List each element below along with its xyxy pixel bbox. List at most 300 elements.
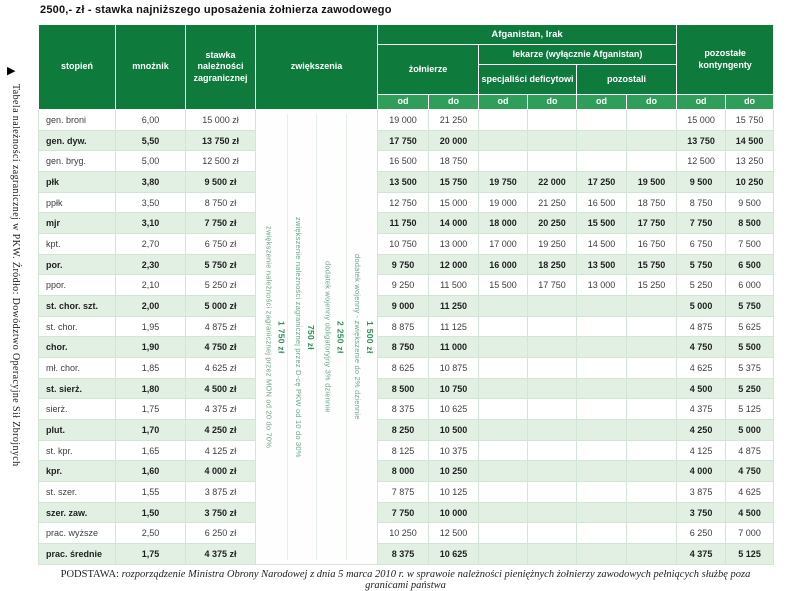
multiplier-cell: 1,70 <box>116 420 186 441</box>
value-cell: 5 125 <box>726 544 774 565</box>
value-cell: 8 125 <box>378 440 429 461</box>
value-cell: 9 500 <box>677 172 726 193</box>
table-row <box>39 254 774 275</box>
value-cell: 11 500 <box>429 275 479 296</box>
group-header-lekarze: lekarze (wyłącznie Afganistan) <box>479 45 677 65</box>
value-cell: 4 875 <box>677 316 726 337</box>
value-cell <box>627 420 677 441</box>
value-cell <box>479 130 528 151</box>
value-cell: 8 875 <box>378 316 429 337</box>
value-cell: 18 000 <box>479 213 528 234</box>
zwiekszenia-item <box>317 114 347 560</box>
value-cell: 10 250 <box>429 461 479 482</box>
value-cell: 4 125 <box>677 440 726 461</box>
value-cell: 14 000 <box>429 213 479 234</box>
col-header-do: do <box>627 95 677 110</box>
rate-cell: 4 875 zł <box>186 316 256 337</box>
value-cell: 9 000 <box>378 296 429 317</box>
value-cell: 8 375 <box>378 544 429 565</box>
rate-cell: 3 875 zł <box>186 482 256 503</box>
group-header-zolnierze: żołnierze <box>378 45 479 95</box>
rank-cell: gen. broni <box>39 110 116 131</box>
table-row <box>39 151 774 172</box>
rank-cell: st. chor. <box>39 316 116 337</box>
value-cell: 13 000 <box>429 234 479 255</box>
table-row <box>39 523 774 544</box>
value-cell <box>479 110 528 131</box>
table-row <box>39 234 774 255</box>
value-cell <box>627 544 677 565</box>
value-cell: 19 500 <box>627 172 677 193</box>
value-cell: 19 750 <box>479 172 528 193</box>
value-cell: 19 000 <box>378 110 429 131</box>
rank-cell: kpt. <box>39 234 116 255</box>
value-cell: 18 750 <box>429 151 479 172</box>
multiplier-cell: 3,80 <box>116 172 186 193</box>
value-cell: 15 250 <box>627 275 677 296</box>
value-cell: 5 500 <box>726 337 774 358</box>
multiplier-cell: 1,80 <box>116 378 186 399</box>
value-cell <box>528 337 577 358</box>
value-cell <box>479 316 528 337</box>
value-cell: 10 250 <box>726 172 774 193</box>
value-cell: 5 750 <box>677 254 726 275</box>
rank-cell: gen. bryg. <box>39 151 116 172</box>
rate-cell: 12 500 zł <box>186 151 256 172</box>
multiplier-cell: 5,00 <box>116 151 186 172</box>
value-cell: 10 250 <box>378 523 429 544</box>
value-cell: 13 500 <box>378 172 429 193</box>
group-header-pozostali: pozostali <box>577 65 677 95</box>
value-cell: 8 000 <box>378 461 429 482</box>
value-cell: 5 250 <box>726 378 774 399</box>
value-cell: 17 750 <box>378 130 429 151</box>
rate-cell: 5 750 zł <box>186 254 256 275</box>
value-cell <box>528 523 577 544</box>
zwiekszenia-amount: 750 zł <box>306 324 316 350</box>
value-cell: 13 750 <box>677 130 726 151</box>
value-cell <box>577 337 627 358</box>
multiplier-cell: 6,00 <box>116 110 186 131</box>
rank-cell: gen. dyw. <box>39 130 116 151</box>
value-cell: 4 625 <box>726 482 774 503</box>
value-cell <box>627 399 677 420</box>
value-cell: 15 750 <box>627 254 677 275</box>
value-cell <box>528 502 577 523</box>
multiplier-cell: 1,50 <box>116 502 186 523</box>
value-cell <box>479 544 528 565</box>
value-cell: 8 500 <box>378 378 429 399</box>
rate-cell: 6 750 zł <box>186 234 256 255</box>
value-cell <box>627 110 677 131</box>
value-cell <box>577 420 627 441</box>
table-row <box>39 296 774 317</box>
value-cell: 7 875 <box>378 482 429 503</box>
value-cell: 20 250 <box>528 213 577 234</box>
table-row <box>39 172 774 193</box>
multiplier-cell: 1,55 <box>116 482 186 503</box>
rank-cell: chor. <box>39 337 116 358</box>
table-row <box>39 502 774 523</box>
zwiekszenia-label: dodatek wojenny obligatoryjny 3% dziennie <box>323 261 333 413</box>
value-cell: 20 000 <box>429 130 479 151</box>
multiplier-cell: 1,65 <box>116 440 186 461</box>
value-cell: 13 250 <box>726 151 774 172</box>
multiplier-cell: 3,10 <box>116 213 186 234</box>
value-cell: 6 750 <box>677 234 726 255</box>
value-cell <box>577 502 627 523</box>
value-cell <box>479 420 528 441</box>
rate-cell: 4 375 zł <box>186 399 256 420</box>
rank-cell: płk <box>39 172 116 193</box>
table-row <box>39 358 774 379</box>
rank-cell: st. kpr. <box>39 440 116 461</box>
value-cell <box>627 523 677 544</box>
value-cell: 12 000 <box>429 254 479 275</box>
value-cell: 12 500 <box>677 151 726 172</box>
value-cell: 14 500 <box>726 130 774 151</box>
value-cell <box>627 378 677 399</box>
rate-cell: 4 500 zł <box>186 378 256 399</box>
value-cell: 15 750 <box>429 172 479 193</box>
zwiekszenia-label: zwiększenie należności zagranicznej przez MON od 20 do 70% <box>264 225 274 449</box>
sidebar-caption: Tabela należności zagranicznej w PKW. Źródło: Dowództwo Operacyjne Sił Zbrojnych <box>10 84 21 467</box>
value-cell: 11 125 <box>429 316 479 337</box>
value-cell: 9 500 <box>726 192 774 213</box>
value-cell: 8 625 <box>378 358 429 379</box>
multiplier-cell: 5,50 <box>116 130 186 151</box>
table-row <box>39 316 774 337</box>
rate-cell: 13 750 zł <box>186 130 256 151</box>
rate-cell: 4 125 zł <box>186 440 256 461</box>
value-cell <box>528 130 577 151</box>
value-cell <box>627 130 677 151</box>
value-cell <box>577 482 627 503</box>
rank-cell: kpr. <box>39 461 116 482</box>
value-cell <box>479 482 528 503</box>
value-cell: 4 500 <box>726 502 774 523</box>
value-cell <box>479 523 528 544</box>
value-cell: 5 750 <box>726 296 774 317</box>
multiplier-cell: 1,60 <box>116 461 186 482</box>
value-cell <box>479 151 528 172</box>
value-cell: 6 000 <box>726 275 774 296</box>
value-cell <box>479 378 528 399</box>
value-cell <box>479 399 528 420</box>
value-cell <box>528 544 577 565</box>
col-header-mnoznik: mnożnik <box>116 25 186 110</box>
col-header-do: do <box>429 95 479 110</box>
value-cell <box>577 544 627 565</box>
value-cell: 15 500 <box>577 213 627 234</box>
value-cell: 10 750 <box>378 234 429 255</box>
value-cell: 10 875 <box>429 358 479 379</box>
table-row <box>39 378 774 399</box>
value-cell: 11 250 <box>429 296 479 317</box>
value-cell <box>528 399 577 420</box>
rank-cell: ppor. <box>39 275 116 296</box>
zwiekszenia-item <box>258 114 288 560</box>
value-cell: 8 750 <box>378 337 429 358</box>
group-header-afganistan-irak: Afganistan, Irak <box>378 25 677 45</box>
value-cell <box>528 296 577 317</box>
value-cell <box>577 316 627 337</box>
source-label: PODSTAWA: <box>60 569 120 580</box>
table-row <box>39 275 774 296</box>
value-cell: 4 750 <box>726 461 774 482</box>
rank-cell: st. szer. <box>39 482 116 503</box>
group-header-pozostale-kontyngenty: pozostałe kontyngenty <box>677 25 774 95</box>
source-note <box>38 569 773 591</box>
value-cell: 8 750 <box>677 192 726 213</box>
table-row <box>39 110 774 131</box>
value-cell: 12 500 <box>429 523 479 544</box>
rate-cell: 7 750 zł <box>186 213 256 234</box>
value-cell <box>479 337 528 358</box>
col-header-od: od <box>378 95 429 110</box>
table-row <box>39 482 774 503</box>
multiplier-cell: 2,70 <box>116 234 186 255</box>
value-cell <box>627 440 677 461</box>
value-cell: 16 750 <box>627 234 677 255</box>
value-cell <box>528 420 577 441</box>
rank-cell: por. <box>39 254 116 275</box>
value-cell <box>577 130 627 151</box>
value-cell <box>627 358 677 379</box>
value-cell <box>627 296 677 317</box>
value-cell <box>577 440 627 461</box>
col-header-stawka: stawka należności zagranicznej <box>186 25 256 110</box>
value-cell: 10 125 <box>429 482 479 503</box>
zwiekszenia-item <box>288 114 318 560</box>
col-header-od: od <box>479 95 528 110</box>
value-cell: 10 625 <box>429 399 479 420</box>
multiplier-cell: 2,30 <box>116 254 186 275</box>
value-cell: 4 750 <box>677 337 726 358</box>
value-cell: 5 000 <box>726 420 774 441</box>
value-cell: 6 500 <box>726 254 774 275</box>
value-cell: 18 250 <box>528 254 577 275</box>
value-cell <box>627 316 677 337</box>
value-cell: 21 250 <box>528 192 577 213</box>
value-cell: 8 250 <box>378 420 429 441</box>
value-cell: 4 625 <box>677 358 726 379</box>
value-cell <box>479 502 528 523</box>
value-cell: 10 375 <box>429 440 479 461</box>
value-cell: 7 000 <box>726 523 774 544</box>
value-cell: 8 375 <box>378 399 429 420</box>
rate-cell: 8 750 zł <box>186 192 256 213</box>
value-cell: 10 000 <box>429 502 479 523</box>
rank-cell: plut. <box>39 420 116 441</box>
value-cell: 17 750 <box>627 213 677 234</box>
value-cell: 13 500 <box>577 254 627 275</box>
value-cell: 19 250 <box>528 234 577 255</box>
multiplier-cell: 1,75 <box>116 399 186 420</box>
value-cell <box>577 151 627 172</box>
col-header-od: od <box>677 95 726 110</box>
value-cell <box>627 151 677 172</box>
multiplier-cell: 2,10 <box>116 275 186 296</box>
value-cell <box>479 296 528 317</box>
table-row <box>39 399 774 420</box>
multiplier-cell: 2,50 <box>116 523 186 544</box>
zwiekszenia-amount: 1 500 zł <box>365 320 375 354</box>
rate-cell: 5 000 zł <box>186 296 256 317</box>
value-cell: 11 750 <box>378 213 429 234</box>
rank-cell: st. sierż. <box>39 378 116 399</box>
rate-cell: 6 250 zł <box>186 523 256 544</box>
value-cell <box>528 151 577 172</box>
value-cell: 3 750 <box>677 502 726 523</box>
value-cell: 9 750 <box>378 254 429 275</box>
multiplier-cell: 1,75 <box>116 544 186 565</box>
value-cell: 15 500 <box>479 275 528 296</box>
value-cell <box>627 461 677 482</box>
value-cell <box>577 110 627 131</box>
value-cell: 14 500 <box>577 234 627 255</box>
value-cell <box>577 461 627 482</box>
zwiekszenia-label: zwiększenie należności zagranicznej przez D-cę PKW od 10 do 30% <box>293 216 303 458</box>
rank-cell: sierż. <box>39 399 116 420</box>
zwiekszenia-amount: 2 250 zł <box>335 320 346 354</box>
value-cell: 6 250 <box>677 523 726 544</box>
rank-cell: prac. średnie <box>39 544 116 565</box>
value-cell: 5 000 <box>677 296 726 317</box>
value-cell: 15 750 <box>726 110 774 131</box>
value-cell <box>577 358 627 379</box>
value-cell: 16 000 <box>479 254 528 275</box>
value-cell <box>528 440 577 461</box>
rank-cell: mjr <box>39 213 116 234</box>
value-cell <box>627 337 677 358</box>
table-row <box>39 192 774 213</box>
value-cell: 5 625 <box>726 316 774 337</box>
multiplier-cell: 1,90 <box>116 337 186 358</box>
multiplier-cell: 3,50 <box>116 192 186 213</box>
rate-cell: 5 250 zł <box>186 275 256 296</box>
value-cell: 11 000 <box>429 337 479 358</box>
rate-cell: 3 750 zł <box>186 502 256 523</box>
value-cell <box>627 482 677 503</box>
sidebar-arrow-icon: ▶ <box>7 65 16 77</box>
col-header-zwiekszenia: zwiększenia <box>256 25 378 110</box>
value-cell: 18 750 <box>627 192 677 213</box>
table-row <box>39 461 774 482</box>
value-cell: 10 750 <box>429 378 479 399</box>
value-cell: 16 500 <box>577 192 627 213</box>
rate-cell: 9 500 zł <box>186 172 256 193</box>
source-text: rozporządzenie Ministra Obrony Narodowej z dnia 5 marca 2010 r. w sprawoie należności pieniężnych żołnierzy zawodowych pełniących służbę poza granicami państwa <box>121 569 751 591</box>
value-cell: 7 500 <box>726 234 774 255</box>
col-header-od: od <box>577 95 627 110</box>
zwiekszenia-label: dodatek wojenny - zwiększenie do 2% dziennie <box>352 254 362 420</box>
rate-cell: 4 750 zł <box>186 337 256 358</box>
value-cell <box>577 399 627 420</box>
value-cell <box>528 461 577 482</box>
zwiekszenia-item <box>347 114 376 560</box>
col-header-do: do <box>528 95 577 110</box>
zwiekszenia-amount: 1 750 zł <box>276 320 287 354</box>
rank-cell: st. chor. szt. <box>39 296 116 317</box>
col-header-stopien: stopień <box>39 25 116 110</box>
rate-cell: 4 250 zł <box>186 420 256 441</box>
value-cell <box>528 378 577 399</box>
table-row <box>39 544 774 565</box>
value-cell <box>479 358 528 379</box>
value-cell <box>627 502 677 523</box>
table-row <box>39 130 774 151</box>
value-cell: 4 250 <box>677 420 726 441</box>
value-cell: 16 500 <box>378 151 429 172</box>
zwiekszenia-cell <box>256 110 378 565</box>
value-cell: 3 875 <box>677 482 726 503</box>
value-cell: 10 500 <box>429 420 479 441</box>
value-cell <box>528 316 577 337</box>
value-cell <box>577 378 627 399</box>
value-cell: 17 750 <box>528 275 577 296</box>
table-row <box>39 440 774 461</box>
value-cell <box>528 358 577 379</box>
group-header-specjalisci: specjaliści deficytowi <box>479 65 577 95</box>
value-cell: 12 750 <box>378 192 429 213</box>
value-cell: 15 000 <box>677 110 726 131</box>
rate-cell: 15 000 zł <box>186 110 256 131</box>
rate-cell: 4 625 zł <box>186 358 256 379</box>
value-cell: 4 375 <box>677 544 726 565</box>
col-header-do: do <box>726 95 774 110</box>
value-cell <box>479 440 528 461</box>
value-cell: 5 250 <box>677 275 726 296</box>
table-row <box>39 420 774 441</box>
rank-cell: mł. chor. <box>39 358 116 379</box>
value-cell <box>577 523 627 544</box>
value-cell: 4 875 <box>726 440 774 461</box>
value-cell: 10 625 <box>429 544 479 565</box>
value-cell: 4 375 <box>677 399 726 420</box>
value-cell: 7 750 <box>677 213 726 234</box>
value-cell <box>577 296 627 317</box>
rank-cell: szer. zaw. <box>39 502 116 523</box>
multiplier-cell: 2,00 <box>116 296 186 317</box>
rate-cell: 4 000 zł <box>186 461 256 482</box>
value-cell: 13 000 <box>577 275 627 296</box>
value-cell: 17 000 <box>479 234 528 255</box>
value-cell: 5 125 <box>726 399 774 420</box>
page-title: 2500,- zł - stawka najniższego uposażenia żołnierza zawodowego <box>40 4 392 16</box>
rank-cell: prac. wyższe <box>39 523 116 544</box>
value-cell: 19 000 <box>479 192 528 213</box>
multiplier-cell: 1,85 <box>116 358 186 379</box>
value-cell: 15 000 <box>429 192 479 213</box>
rate-cell: 4 375 zł <box>186 544 256 565</box>
value-cell: 8 500 <box>726 213 774 234</box>
value-cell: 7 750 <box>378 502 429 523</box>
table-row <box>39 213 774 234</box>
value-cell: 22 000 <box>528 172 577 193</box>
value-cell: 21 250 <box>429 110 479 131</box>
value-cell: 4 000 <box>677 461 726 482</box>
value-cell: 5 375 <box>726 358 774 379</box>
table-row <box>39 337 774 358</box>
value-cell: 4 500 <box>677 378 726 399</box>
value-cell: 17 250 <box>577 172 627 193</box>
value-cell: 9 250 <box>378 275 429 296</box>
value-cell <box>528 110 577 131</box>
allowance-table <box>38 24 774 565</box>
rank-cell: ppłk <box>39 192 116 213</box>
multiplier-cell: 1,95 <box>116 316 186 337</box>
